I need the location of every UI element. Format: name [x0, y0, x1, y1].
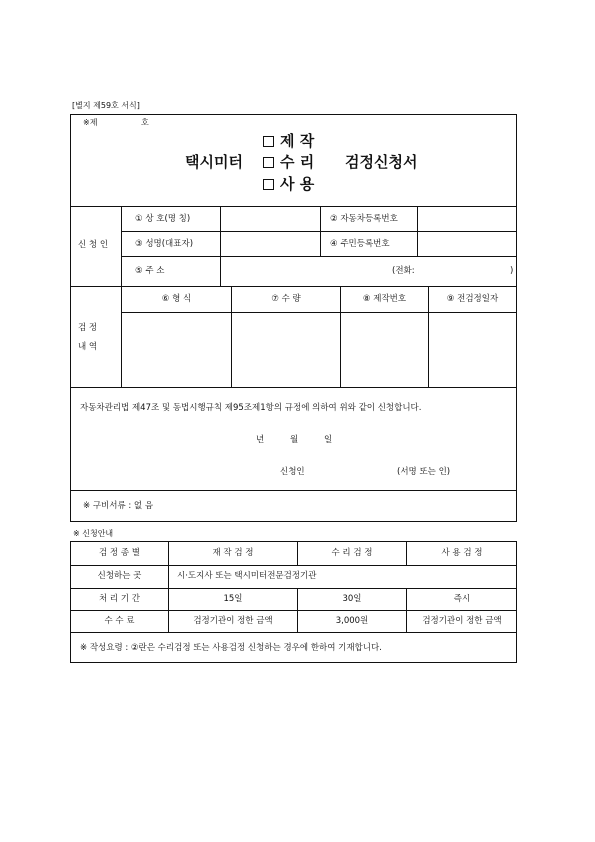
label-vehicle-reg: ② 자동차등록번호 — [330, 214, 398, 224]
guide-fee-repair: 3,000원 — [335, 616, 369, 626]
guide-row-period: 처 리 기 간 — [99, 594, 140, 604]
title-option-manufacture[interactable]: 제 작 — [263, 134, 314, 149]
prev-inspection-date-field[interactable] — [429, 313, 515, 386]
guide-period-manufacture: 15일 — [223, 594, 243, 604]
phone-label: (전화: — [392, 266, 415, 276]
guide-header-manufacture: 재 작 검 정 — [212, 548, 254, 558]
guide-row-type: 검 정 종 별 — [99, 548, 140, 558]
resident-reg-field[interactable] — [418, 232, 515, 255]
vehicle-reg-field[interactable] — [418, 207, 515, 230]
signature-note: (서명 또는 인) — [397, 467, 451, 477]
checkbox-icon[interactable] — [263, 136, 274, 147]
inspection-label-top: 검 정 — [78, 323, 98, 333]
guide-fee-use: 검정기관이 정한 금액 — [422, 616, 502, 626]
checkbox-icon[interactable] — [263, 157, 274, 168]
phone-field[interactable] — [425, 259, 509, 283]
address-field[interactable] — [221, 257, 386, 285]
guide-header-repair: 수 리 검 정 — [331, 548, 373, 558]
phone-close: ) — [510, 266, 514, 276]
title-option-repair[interactable]: 수 리 — [263, 155, 314, 170]
guide-period-repair: 30일 — [342, 594, 362, 604]
date-year: 년 — [256, 435, 265, 445]
guide-place-value: 시·도지사 또는 택시미터전문검정기관 — [177, 571, 317, 581]
form-number: [별지 제59호 서식] — [72, 101, 140, 110]
checkbox-icon[interactable] — [263, 179, 274, 190]
date-day: 일 — [324, 435, 333, 445]
signature-field[interactable] — [310, 462, 395, 480]
title-option-use[interactable]: 사 용 — [263, 177, 314, 192]
header-serial-no: ⑧ 제작번호 — [362, 294, 407, 304]
guide-row-fee: 수 수 료 — [104, 616, 135, 626]
quantity-field[interactable] — [232, 313, 339, 386]
receipt-suffix: 호 — [141, 118, 149, 127]
label-company: ① 상 호(명 칭) — [135, 214, 191, 224]
model-field[interactable] — [122, 313, 230, 386]
guide-header-use: 사 용 검 정 — [441, 548, 483, 558]
guide-period-use: 즉시 — [453, 594, 471, 604]
inspection-label-bottom: 내 역 — [78, 342, 98, 352]
guide-row-place: 신청하는 곳 — [97, 571, 142, 581]
applicant-section-label: 신 청 인 — [78, 240, 109, 250]
title-main: 택시미터 — [185, 153, 243, 171]
guide-heading: ※ 신청안내 — [73, 529, 114, 538]
header-model: ⑥ 형 식 — [161, 294, 192, 304]
applicant-sign-label: 신청인 — [280, 467, 305, 477]
company-field[interactable] — [221, 207, 319, 230]
label-resident-reg: ④ 주민등록번호 — [330, 239, 390, 249]
serial-no-field[interactable] — [341, 313, 427, 386]
guide-fee-manufacture: 검정기관이 정한 금액 — [193, 616, 273, 626]
date-month: 월 — [290, 435, 299, 445]
receipt-mark: ※제 — [83, 118, 98, 127]
required-docs: ※ 구비서류 : 없 음 — [83, 501, 154, 511]
header-quantity: ⑦ 수 량 — [271, 294, 301, 304]
name-field[interactable] — [221, 232, 319, 255]
guide-note: ※ 작성요령 : ②란은 수리검정 또는 사용검정 신청하는 경우에 한하여 기재합니다. — [80, 643, 382, 653]
header-prev-inspection-date: ⑨ 전검정일자 — [446, 294, 499, 304]
label-address: ⑤ 주 소 — [135, 266, 165, 276]
title-suffix: 검정신청서 — [345, 153, 418, 171]
label-name: ③ 성명(대표자) — [135, 239, 194, 249]
declaration-statement: 자동차관리법 제47조 및 동법시행규칙 제95조제1항의 규정에 의하여 위와 같이 신청합니다. — [80, 403, 422, 413]
